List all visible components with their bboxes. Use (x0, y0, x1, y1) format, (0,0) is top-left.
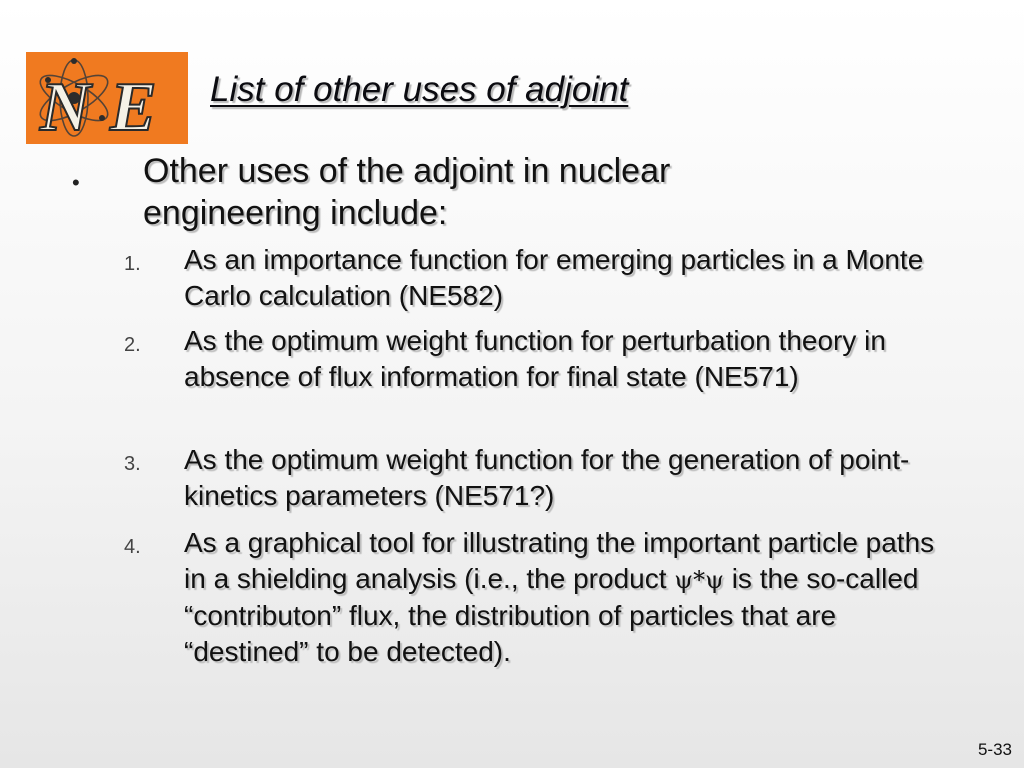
list-item-number: 1. (124, 253, 141, 275)
list-item: As the optimum weight function for the generation of point-kinetics parameters (NE571?) (184, 444, 910, 511)
bullet-text: Other uses of the adjoint in nuclear engineering include: (143, 152, 671, 232)
list-item (184, 525, 954, 670)
list-item-text-start: As a graphical tool for illustrating the important particle paths in a shielding analysis (i.e., the product (184, 527, 935, 594)
slide-number: 5-33 (977, 740, 1012, 759)
list-item-text-end: is the so-called “contributon” flux, the distribution of particles that are “destined” to be detected). (184, 563, 919, 667)
list-item-number: 4. (124, 536, 141, 558)
svg-text:N: N (40, 69, 91, 144)
list-item: As an importance function for emerging particles in a Monte Carlo calculation (NE582) (184, 244, 924, 311)
list-item-number: 2. (124, 334, 141, 356)
list-item: As the optimum weight function for perturbation theory in absence of flux information for final state (NE571) (184, 325, 886, 392)
psi-product-symbol: ψ*ψ (674, 566, 724, 594)
bullet-marker: • (72, 170, 80, 195)
svg-text:E: E (110, 69, 157, 144)
slide-title: List of other uses of adjoint (210, 70, 629, 109)
list-item-number: 3. (124, 453, 141, 475)
